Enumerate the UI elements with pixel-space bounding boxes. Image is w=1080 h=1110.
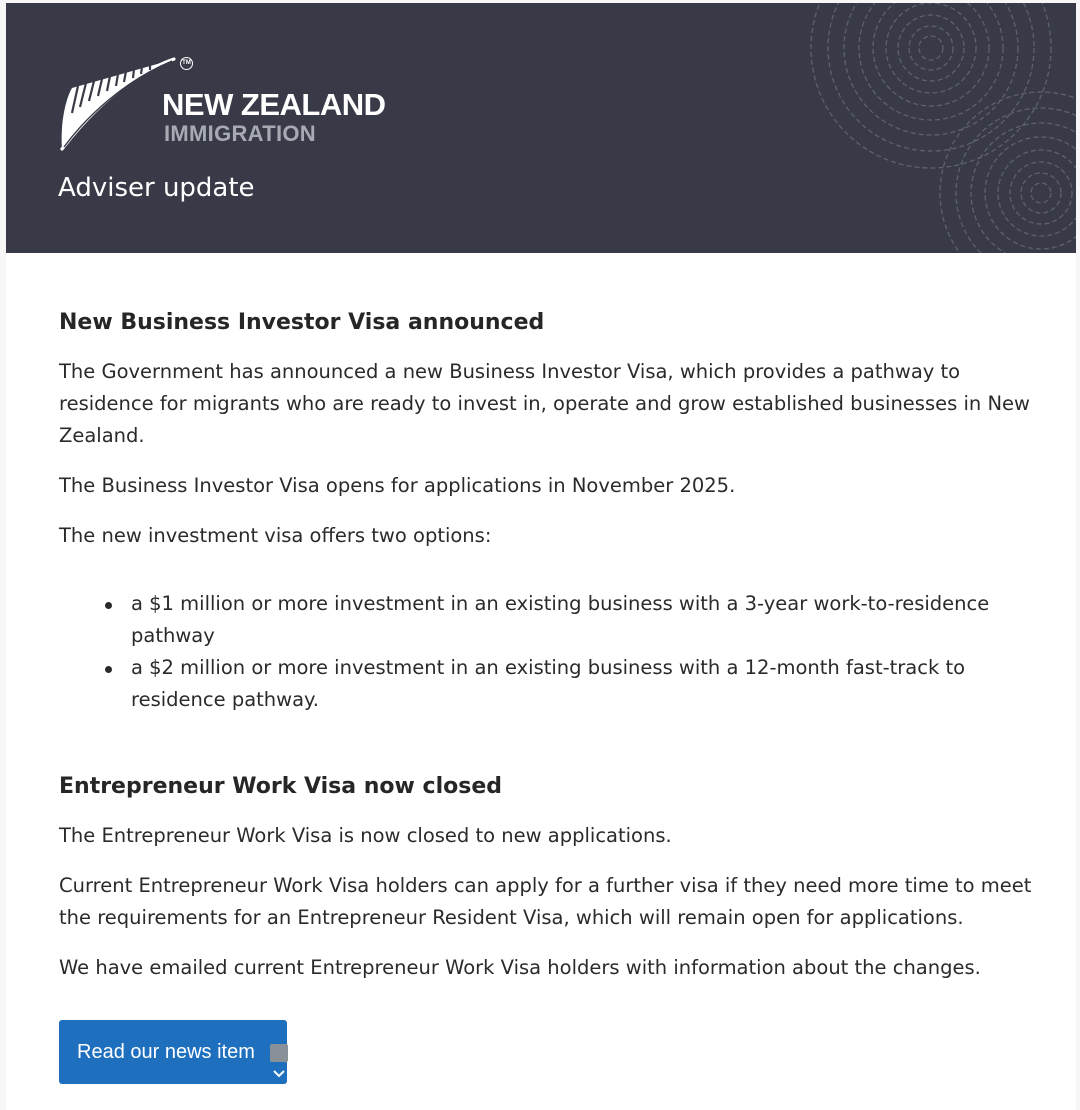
bullet-icon — [105, 602, 112, 609]
read-news-button[interactable] — [59, 1020, 287, 1084]
logo-wordmark-secondary: IMMIGRATION — [164, 121, 316, 146]
header-banner — [6, 3, 1076, 253]
list-item — [59, 652, 1039, 716]
section-heading-entrepreneur: Entrepreneur Work Visa now closed — [59, 774, 502, 799]
options-list — [59, 588, 1039, 716]
paragraph: The Government has announced a new Business Investor Visa, which provides a pathway to residence for migrants who are ready to invest in, operate and grow established businesses in New Zealand. — [59, 360, 1030, 447]
paragraph: The Business Investor Visa opens for applications in November 2025. — [59, 474, 736, 497]
read-news-button-label: Read our news item — [77, 1041, 255, 1063]
paragraph: The Entrepreneur Work Visa is now closed to new applications. — [59, 824, 672, 847]
logo-wordmark-primary: NEW ZEALAND — [162, 87, 386, 122]
paragraph: We have emailed current Entrepreneur Work Visa holders with information about the changes. — [59, 956, 981, 979]
list-item — [59, 588, 1039, 652]
bullet-icon — [105, 666, 112, 673]
paragraph: Current Entrepreneur Work Visa holders can apply for a further visa if they need more time to meet the requirements for an Entrepreneur Resident Visa, which will remain open for applications. — [59, 874, 1032, 929]
chevron-down-icon — [270, 1044, 288, 1062]
paragraph: The new investment visa offers two options: — [59, 524, 492, 547]
list-item-text: a $2 million or more investment in an existing business with a 12-month fast-track to residence pathway. — [131, 656, 966, 711]
list-item-text: a $1 million or more investment in an existing business with a 3-year work-to-residence pathway — [131, 592, 990, 647]
header-title: Adviser update — [58, 173, 255, 203]
email-card — [6, 3, 1076, 1110]
trademark-icon: TM — [180, 57, 193, 70]
fern-logo-icon — [58, 53, 178, 153]
section-heading-business-investor: New Business Investor Visa announced — [59, 310, 545, 335]
